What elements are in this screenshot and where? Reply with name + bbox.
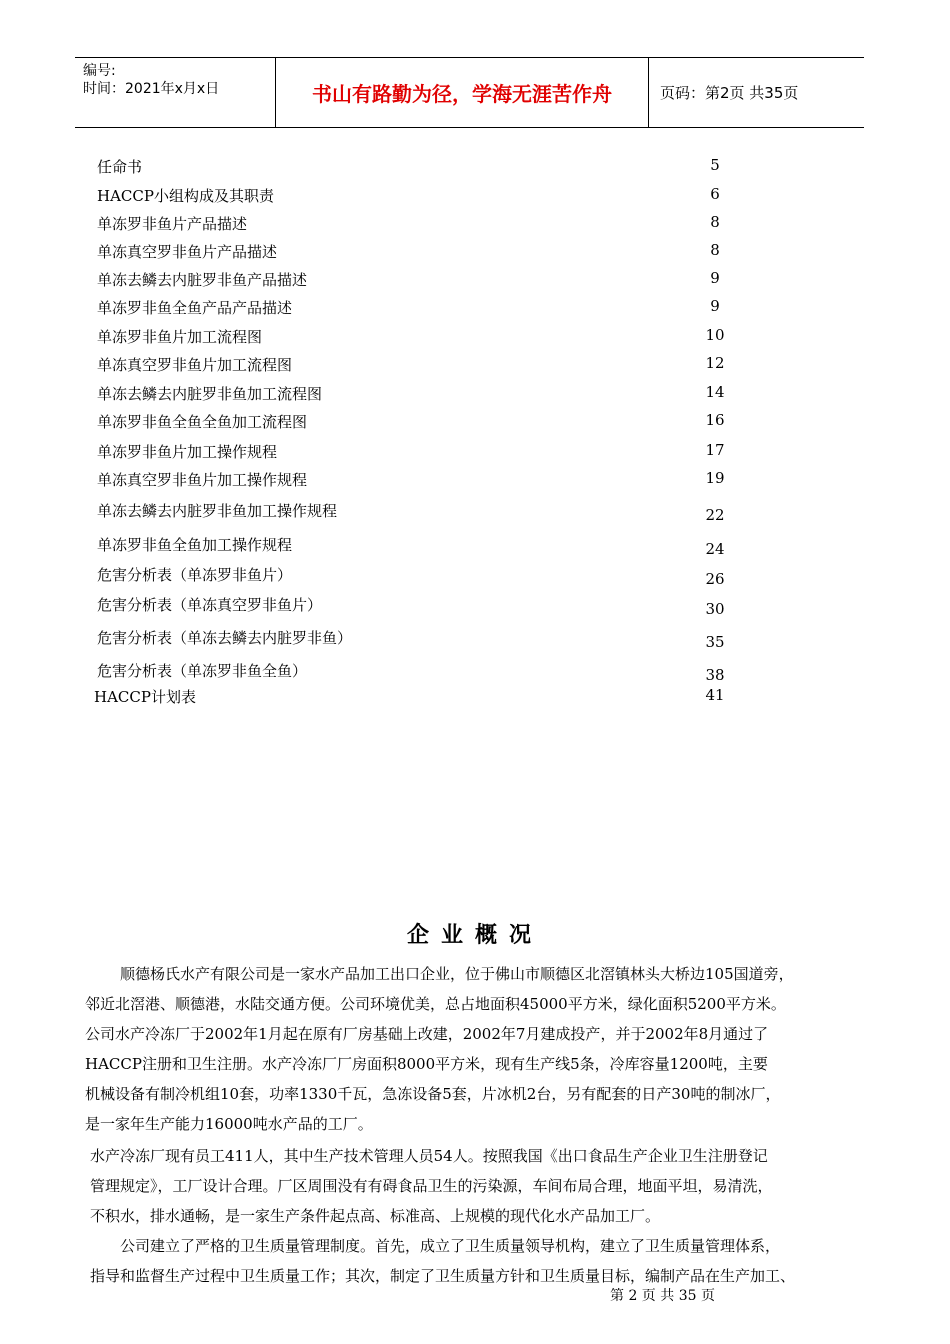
toc-entry-title: 危害分析表（单冻真空罗非鱼片） xyxy=(97,596,323,614)
toc-entry-page: 10 xyxy=(705,326,725,344)
page-header xyxy=(75,57,864,128)
toc-entry xyxy=(0,269,950,291)
toc-entry xyxy=(0,297,950,319)
toc-entry-title: 单冻真空罗非鱼片加工流程图 xyxy=(97,356,293,374)
toc-entry-title: HACCP计划表 xyxy=(94,688,196,706)
toc-entry-title: 单冻真空罗非鱼片加工操作规程 xyxy=(97,471,308,489)
body-line: 管理规定》，工厂设计合理。厂区周围没有有碍食品卫生的污染源，车间布局合理，地面平坦，易清洗， xyxy=(90,1177,773,1195)
body-line: 邻近北滘港、顺德港，水陆交通方便。公司环境优美，总占地面积45000平方米，绿化面积5200平方米。 xyxy=(85,995,786,1013)
toc-entry-page: 24 xyxy=(705,540,725,558)
toc-entry xyxy=(0,156,950,178)
toc-entry-page: 9 xyxy=(710,297,720,315)
toc-entry-page: 16 xyxy=(705,411,725,429)
toc-entry-page: 5 xyxy=(710,156,720,174)
body-line: 是一家年生产能力16000吨水产品的工厂。 xyxy=(85,1115,373,1133)
toc-entry xyxy=(0,686,950,708)
body-line: 顺德杨氏水产有限公司是一家水产品加工出口企业，位于佛山市顺德区北滘镇林头大桥边105国道旁， xyxy=(120,965,794,983)
body-line: 不积水，排水通畅，是一家生产条件起点高、标准高、上规模的现代化水产品加工厂。 xyxy=(90,1207,661,1225)
section-title: 企业概况 xyxy=(406,923,543,948)
toc-entry-title: 单冻罗非鱼全鱼产品产品描述 xyxy=(97,299,293,317)
toc-entry-title: 单冻罗非鱼片加工操作规程 xyxy=(97,443,278,461)
toc-entry-title: 单冻真空罗非鱼片产品描述 xyxy=(97,243,278,261)
toc-entry-title: 危害分析表（单冻罗非鱼全鱼） xyxy=(97,662,308,680)
toc-entry-page: 41 xyxy=(705,686,725,704)
toc-entry xyxy=(0,469,950,491)
toc-entry-page: 22 xyxy=(705,506,725,524)
toc-entry-page: 9 xyxy=(710,269,720,287)
body-line: 公司水产冷冻厂于2002年1月起在原有厂房基础上改建，2002年7月建成投产，并于2002年8月通过了 xyxy=(85,1025,769,1043)
toc-entry-page: 19 xyxy=(705,469,725,487)
header-motto: 书山有路勤为径，学海无涯苦作舟 xyxy=(312,82,612,106)
toc-entry-page: 8 xyxy=(710,213,720,231)
page-footer: 第 2 页 共 35 页 xyxy=(610,1288,715,1304)
toc-entry-title: 单冻罗非鱼片产品描述 xyxy=(97,215,248,233)
body-line: 机械设备有制冷机组10套，功率1330千瓦，急冻设备5套，片冰机2台，另有配套的日产30吨的制冰厂， xyxy=(85,1085,781,1103)
toc-entry-title: 单冻去鳞去内脏罗非鱼产品描述 xyxy=(97,271,308,289)
time-label: 时间：2021年x月x日 xyxy=(83,81,220,97)
toc-entry-page: 35 xyxy=(705,633,725,651)
toc-entry xyxy=(0,411,950,433)
body-line: 公司建立了严格的卫生质量管理制度。首先，成立了卫生质量领导机构，建立了卫生质量管理体系， xyxy=(120,1237,781,1255)
toc-entry xyxy=(0,383,950,405)
body-line: HACCP注册和卫生注册。水产冷冻厂厂房面积8000平方米，现有生产线5条，冷库容量1200吨，主要 xyxy=(85,1055,768,1073)
body-line: 水产冷冻厂现有员工411人，其中生产技术管理人员54人。按照我国《出口食品生产企业卫生注册登记 xyxy=(90,1147,768,1165)
toc-entry xyxy=(0,354,950,376)
header-meta xyxy=(83,62,219,98)
toc-entry xyxy=(0,213,950,235)
toc-entry xyxy=(0,241,950,263)
toc-entry-title: 单冻罗非鱼片加工流程图 xyxy=(97,328,263,346)
toc-entry-title: 单冻罗非鱼全鱼加工操作规程 xyxy=(97,536,293,554)
toc-entry-title: 任命书 xyxy=(97,158,143,176)
toc-entry-title: 单冻罗非鱼全鱼全鱼加工流程图 xyxy=(97,413,308,431)
toc-entry xyxy=(0,564,950,586)
toc-entry xyxy=(0,500,950,522)
number-label: 编号: xyxy=(83,63,116,79)
toc-entry-page: 14 xyxy=(705,383,725,401)
toc-entry xyxy=(0,326,950,348)
toc-entry xyxy=(0,441,950,463)
toc-entry-title: 危害分析表（单冻罗非鱼片） xyxy=(97,566,293,584)
header-page-info: 页码：第2页 共35页 xyxy=(660,84,799,102)
toc-entry-title: HACCP小组构成及其职责 xyxy=(97,187,274,205)
toc-entry-title: 单冻去鳞去内脏罗非鱼加工操作规程 xyxy=(97,502,338,520)
toc-entry-title: 单冻去鳞去内脏罗非鱼加工流程图 xyxy=(97,385,323,403)
toc-entry xyxy=(0,660,950,682)
header-divider xyxy=(648,58,649,127)
toc-entry-page: 6 xyxy=(710,185,720,203)
toc-entry-page: 26 xyxy=(705,570,725,588)
toc-entry xyxy=(0,627,950,649)
toc-entry-page: 12 xyxy=(705,354,725,372)
toc-entry xyxy=(0,185,950,207)
toc-entry-page: 30 xyxy=(705,600,725,618)
toc-entry-page: 17 xyxy=(705,441,725,459)
toc-entry-title: 危害分析表（单冻去鳞去内脏罗非鱼） xyxy=(97,629,353,647)
toc-entry xyxy=(0,594,950,616)
toc-entry xyxy=(0,534,950,556)
toc-entry-page: 8 xyxy=(710,241,720,259)
body-line: 指导和监督生产过程中卫生质量工作；其次，制定了卫生质量方针和卫生质量目标，编制产品在生产加工、 xyxy=(90,1267,796,1285)
toc-entry-page: 38 xyxy=(705,666,725,684)
